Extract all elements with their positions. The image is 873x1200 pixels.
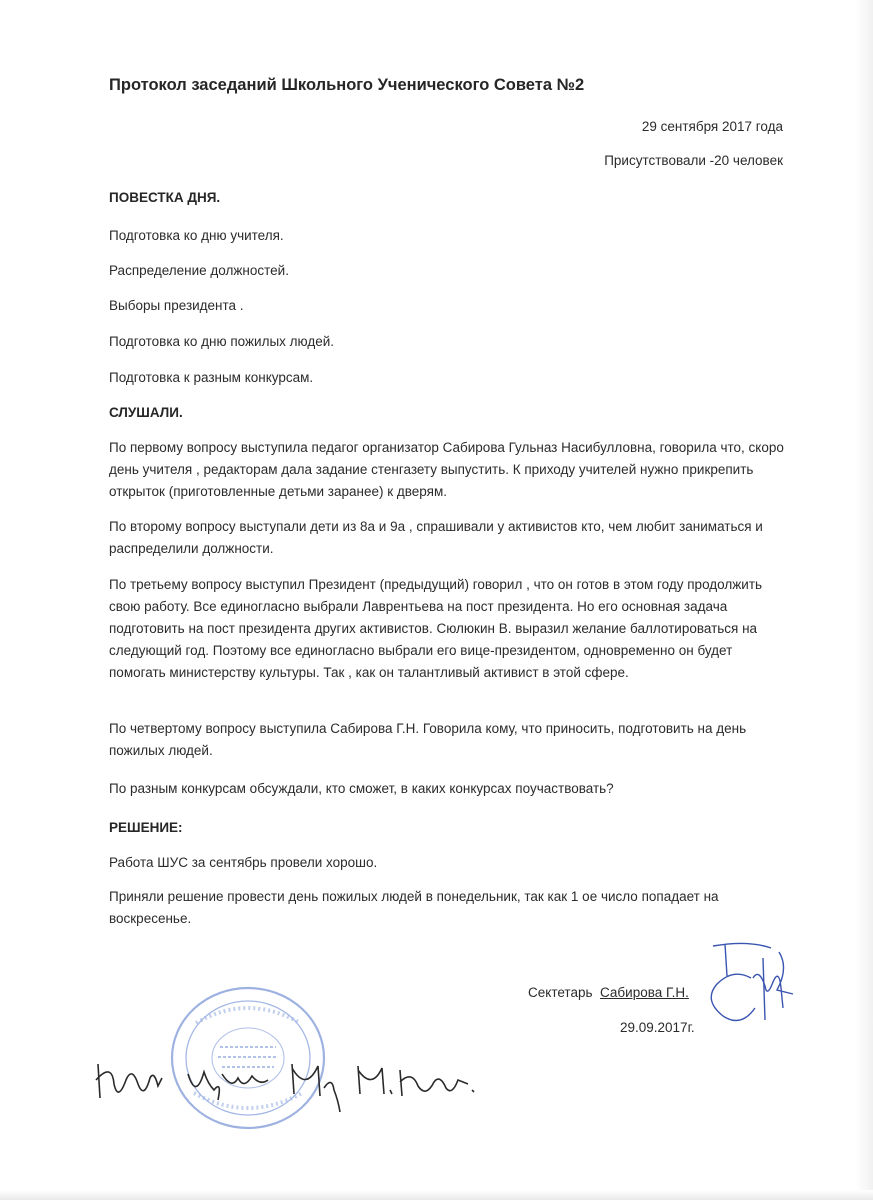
heard-paragraph: По второму вопросу выступали дети из 8а и 9а , спрашивали у активистов кто, чем любит заниматься и распределили должности. — [109, 519, 763, 556]
signature-date: 29.09.2017г. — [620, 1020, 695, 1035]
agenda-heading: ПОВЕСТКА ДНЯ. — [109, 190, 221, 205]
heard-paragraph: По разным конкурсам обсуждали, кто сможет, в каких конкурсах поучаствовать? — [109, 781, 614, 796]
document-date: 29 сентября 2017 года — [641, 119, 783, 134]
page-edge-shadow — [855, 0, 873, 1200]
agenda-item: Выборы президента . — [109, 298, 244, 313]
secretary-role: Сектетарь — [528, 985, 593, 1000]
heard-heading: СЛУШАЛИ. — [109, 405, 183, 420]
decision-paragraph: Приняли решение провести день пожилых людей в понедельник, так как 1 ое число попадает на воскресенье. — [109, 889, 719, 926]
agenda-item: Подготовка ко дню учителя. — [109, 228, 284, 243]
secretary-line — [528, 985, 689, 1000]
decision-heading: РЕШЕНИЕ: — [109, 820, 183, 835]
heard-paragraph: По третьему вопросу выступил Президент (предыдущий) говорил , что он готов в этом году продолжить свою работу. Все единогласно выбрали Лаврентьева на пост президента. Но его основная задача подготовить на пост президента других активистов. Сюлюкин В. выразил желание баллотироваться на следующий год. Поэтому все единогласно выбрали его вице-президентом, одновременно он будет помогать министерству культуры. Так , как он талантливый активист в этой сфере. — [109, 577, 763, 680]
secretary-name: Сабирова Г.Н. — [600, 985, 689, 1000]
heard-paragraph: По первому вопросу выступила педагог организатор Сабирова Гульназ Насибулловна, говорила что, скоро день учителя , редакторам дала задание стенгазету выпустить. К приходу учителей нужно прикрепить открыток (приготовленные детьми заранее) к дверям. — [109, 440, 784, 499]
document-title: Протокол заседаний Школьного Ученического Совета №2 — [109, 76, 585, 94]
agenda-item: Распределение должностей. — [109, 263, 289, 278]
agenda-item: Подготовка к разным конкурсам. — [109, 370, 314, 385]
attendance: Присутствовали -20 человек — [604, 153, 783, 168]
page-bottom-edge — [0, 1190, 873, 1200]
agenda-item: Подготовка ко дню пожилых людей. — [109, 334, 335, 349]
secretary-signature — [693, 938, 798, 1030]
heard-paragraph: По четвертому вопросу выступила Сабирова Г.Н. Говорила кому, что приносить, подготовить на день пожилых людей. — [109, 721, 747, 758]
member-signatures — [92, 1040, 492, 1120]
decision-paragraph: Работа ШУС за сентябрь провели хорошо. — [109, 855, 378, 870]
